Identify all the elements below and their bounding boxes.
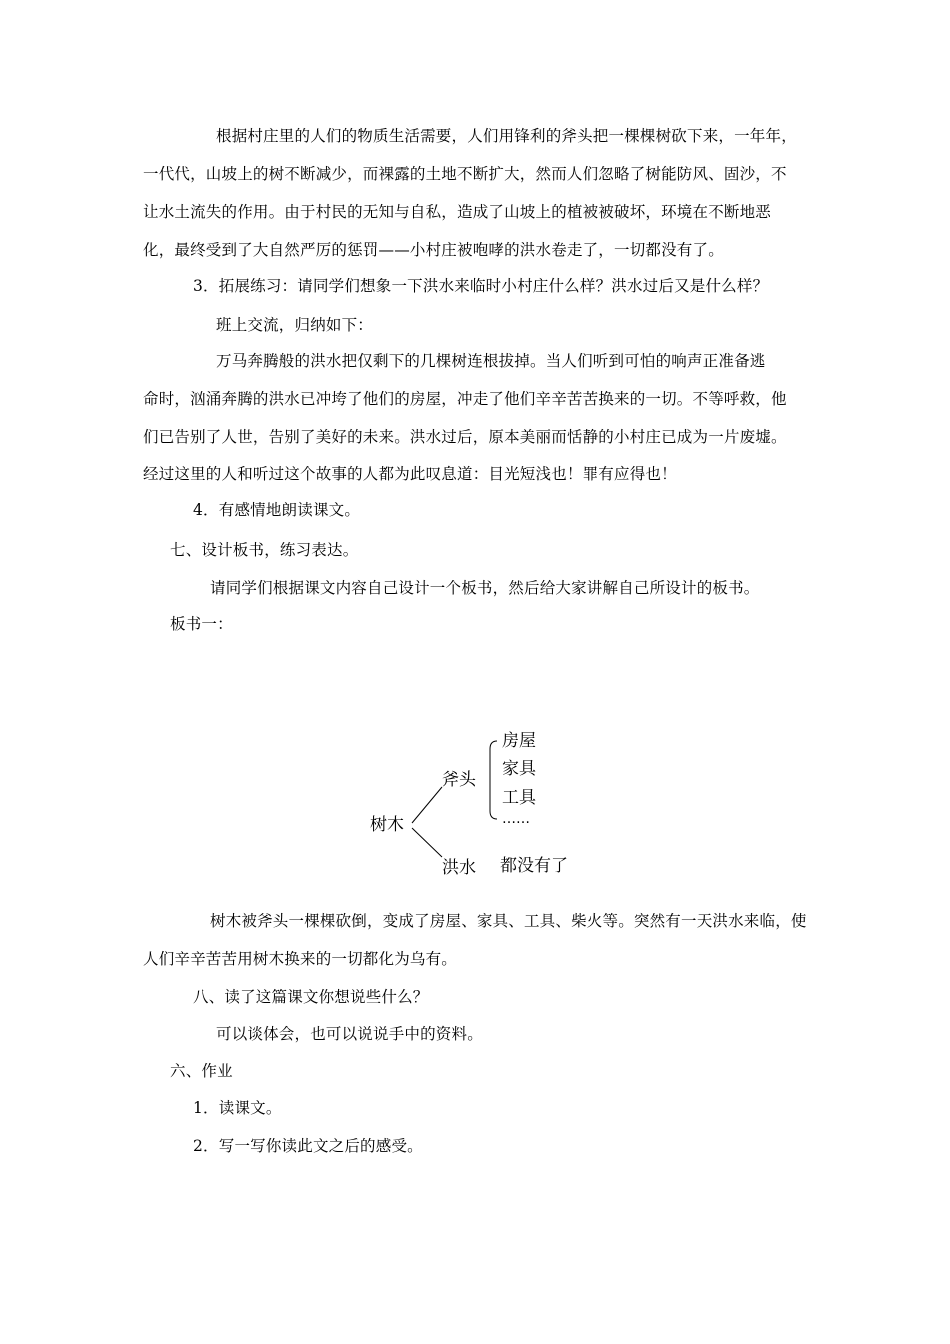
section-8-heading: 八、读了这篇课文你想说些什么？ — [193, 988, 429, 1006]
diagram-result: 都没有了 — [500, 856, 568, 876]
bracket — [490, 741, 497, 819]
branch-line-top — [412, 787, 442, 823]
diagram-item: 家具 — [502, 759, 536, 779]
diagram-root: 树木 — [370, 815, 404, 835]
diagram-branch-flood: 洪水 — [442, 858, 476, 878]
diagram-branch-axe: 斧头 — [442, 770, 476, 790]
text-line: 命时，汹涌奔腾的洪水已冲垮了他们的房屋，冲走了他们辛辛苦苦换来的一切。不等呼救，他 — [143, 390, 787, 408]
homework-1: 1．读课文。 — [193, 1099, 282, 1117]
class-exchange: 班上交流，归纳如下： — [216, 316, 374, 334]
branch-line-bottom — [412, 828, 442, 857]
text-line: 一代代，山坡上的树不断减少，而裸露的土地不断扩大，然而人们忽略了树能防风、固沙，不 — [143, 165, 787, 183]
text-line: 经过这里的人和听过这个故事的人都为此叹息道：目光短浅也！罪有应得也！ — [143, 465, 677, 483]
section-8-body: 可以谈体会，也可以说说手中的资料。 — [216, 1025, 483, 1043]
diagram-item-ellipsis: …… — [502, 811, 530, 827]
text-line: 们已告别了人世，告别了美好的未来。洪水过后，原本美丽而恬静的小村庄已成为一片废墟。 — [143, 428, 787, 446]
text-line: 万马奔腾般的洪水把仅剩下的几棵树连根拔掉。当人们听到可怕的响声正准备逃 — [216, 352, 766, 370]
text-line: 化，最终受到了大自然严厉的惩罚——小村庄被咆哮的洪水卷走了，一切都没有了。 — [143, 241, 724, 259]
text-line: 让水土流失的作用。由于村民的无知与自私，造成了山坡上的植被被破坏，环境在不断地恶 — [143, 203, 772, 221]
diagram-item: 房屋 — [502, 731, 536, 751]
board-1-label: 板书一： — [170, 615, 233, 633]
exercise-4: 4．有感情地朗读课文。 — [193, 501, 361, 519]
section-7-heading: 七、设计板书，练习表达。 — [170, 541, 359, 559]
text-line: 根据村庄里的人们的物质生活需要，人们用锋利的斧头把一棵棵树砍下来，一年年， — [216, 127, 797, 145]
blackboard-diagram — [360, 725, 590, 885]
section-7-body: 请同学们根据课文内容自己设计一个板书，然后给大家讲解自己所设计的板书。 — [210, 579, 760, 597]
exercise-3: 3．拓展练习：请同学们想象一下洪水来临时小村庄什么样？洪水过后又是什么样？ — [193, 277, 769, 295]
text-line: 人们辛辛苦苦用树木换来的一切都化为乌有。 — [143, 950, 458, 968]
text-line: 树木被斧头一棵棵砍倒，变成了房屋、家具、工具、柴火等。突然有一天洪水来临，使 — [210, 912, 807, 930]
section-6-heading: 六、作业 — [170, 1062, 233, 1080]
homework-2: 2．写一写你读此文之后的感受。 — [193, 1137, 423, 1155]
diagram-item: 工具 — [502, 788, 536, 808]
